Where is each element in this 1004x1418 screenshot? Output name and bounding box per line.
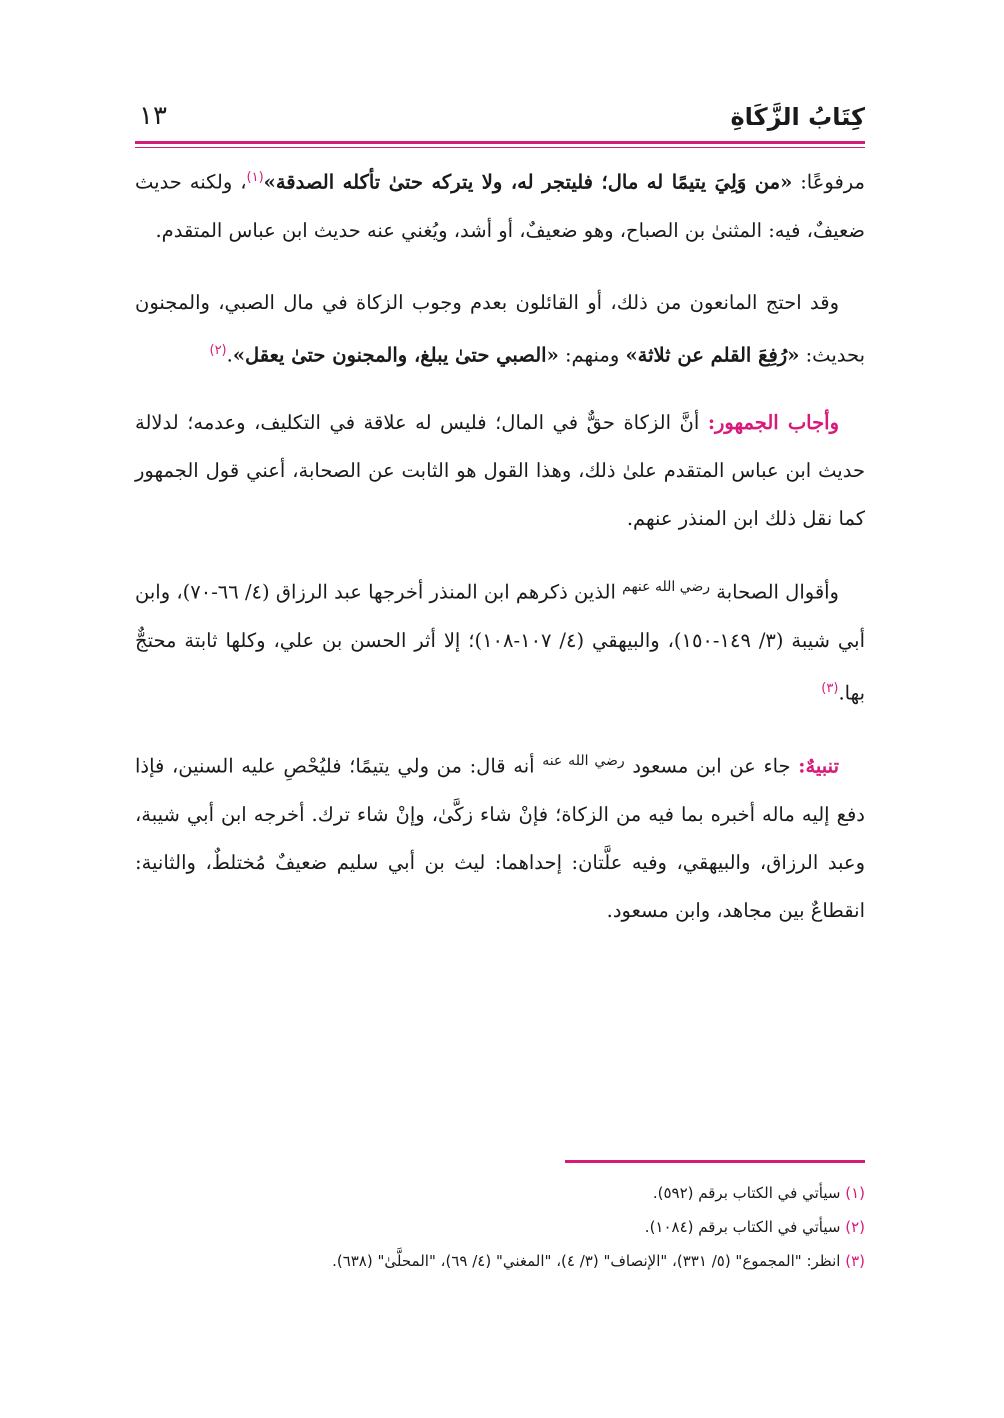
page-header xyxy=(135,95,865,141)
paragraph-3 xyxy=(135,399,865,543)
footnote-ref-3[interactable]: (٣) xyxy=(821,680,839,696)
p2-lead: وقد احتج المانعون من ذلك، أو القائلون بعدم وجوب الزكاة في مال الصبي، والمجنون بحديث: xyxy=(135,290,865,366)
p4-lead: وأقوال الصحابة xyxy=(710,580,839,604)
p2-end: . xyxy=(226,343,233,366)
page xyxy=(135,95,865,955)
footnote-ref-1[interactable]: (١) xyxy=(246,170,264,185)
p1-hadith-quote: «من وَلِيَ يتيمًا له مال؛ فليتجر له، ولا يتركه حتىٰ تأكله الصدقة» xyxy=(263,170,793,194)
p3-text: أنَّ الزكاة حقٌّ في المال؛ فليس له علاقة في التكليف، وعدمه؛ لدلالة حديث ابن عباس المتقدم علىٰ ذلك، وهذا القول هو الثابت عن الصحابة، أعني قول الجمهور كما نقل ذلك ابن المنذر عنهم. xyxy=(135,411,865,530)
footnote-separator xyxy=(565,1160,865,1163)
paragraph-2 xyxy=(135,279,865,380)
p4-text: الذين ذكرهم ابن المنذر أخرجها عبد الرزاق (٤/ ٦٦-٧٠)، وابن أبي شيبة (٣/ ١٤٩-١٥٠)، والبيهقي (٤/ ١٠٧-١٠٨)؛ إلا أثر الحسن بن علي، وكلها ثابتة محتجٌّ بها. xyxy=(135,580,865,704)
footnote-text: انظر: "المجموع" (٥/ ٣٣١)، "الإنصاف" (٣/ ٤)، "المغني" (٤/ ٦٩)، "المحلَّىٰ" (٦٣٨). xyxy=(332,1252,846,1270)
p2-hadith-quote-1: «رُفِعَ القلم عن ثلاثة» xyxy=(625,343,800,366)
footnotes xyxy=(135,1176,865,1278)
p2-mid: ومنهم: xyxy=(558,343,626,366)
p1-lead: مرفوعًا: xyxy=(792,170,865,194)
footnote-number: (٣) xyxy=(845,1252,865,1270)
footnote-number: (١) xyxy=(845,1184,865,1202)
p1-rest: ، ولكنه حديث ضعيفٌ، فيه: المثنىٰ بن الصباح، وهو ضعيفٌ، أو أشد، ويُغني عنه حديث ابن عباس المتقدم. xyxy=(135,170,865,242)
p5-text: أنه قال: من ولي يتيمًا؛ فليُحْصِ عليه السنين، فإذا دفع إليه ماله أخبره بما فيه من الزكاة؛ فإنْ شاء زكَّىٰ، وإنْ شاء ترك. أخرجه ابن أبي شيبة، وعبد الرزاق، والبيهقي، وفيه علَّتان: إحداهما: ليث بن أبي سليم ضعيفٌ مُختلطٌ، والثانية: انقطاعٌ بين مجاهد، وابن مسعود. xyxy=(135,754,865,922)
footnote-ref-2[interactable]: (٢) xyxy=(209,342,227,358)
header-rule-thick xyxy=(135,141,865,144)
p3-label: وأجاب الجمهور: xyxy=(707,411,840,434)
footnote-3 xyxy=(135,1244,865,1278)
paragraph-5 xyxy=(135,737,865,935)
honorific-glyph: رضي الله عنه xyxy=(542,753,625,769)
p5-label: تنبيهٌ: xyxy=(798,754,839,778)
page-number: ١٣ xyxy=(139,101,167,131)
footnote-text: سيأتي في الكتاب برقم (١٠٨٤). xyxy=(644,1218,846,1236)
book-title: كِتَابُ الزَّكَاةِ xyxy=(730,103,865,131)
p2-hadith-quote-2: «الصبي حتىٰ يبلغ، والمجنون حتىٰ يعقل» xyxy=(232,343,559,366)
footnote-text: سيأتي في الكتاب برقم (٥٩٢). xyxy=(652,1184,846,1202)
footnote-2 xyxy=(135,1210,865,1244)
paragraph-4 xyxy=(135,563,865,717)
header-rule-thin xyxy=(135,147,865,148)
paragraph-1 xyxy=(135,154,865,255)
p5-lead: جاء عن ابن مسعود xyxy=(624,754,799,778)
footnote-1 xyxy=(135,1176,865,1210)
honorific-glyph: رضي الله عنهم xyxy=(622,579,711,595)
footnote-number: (٢) xyxy=(845,1218,865,1236)
body-text xyxy=(135,154,865,935)
